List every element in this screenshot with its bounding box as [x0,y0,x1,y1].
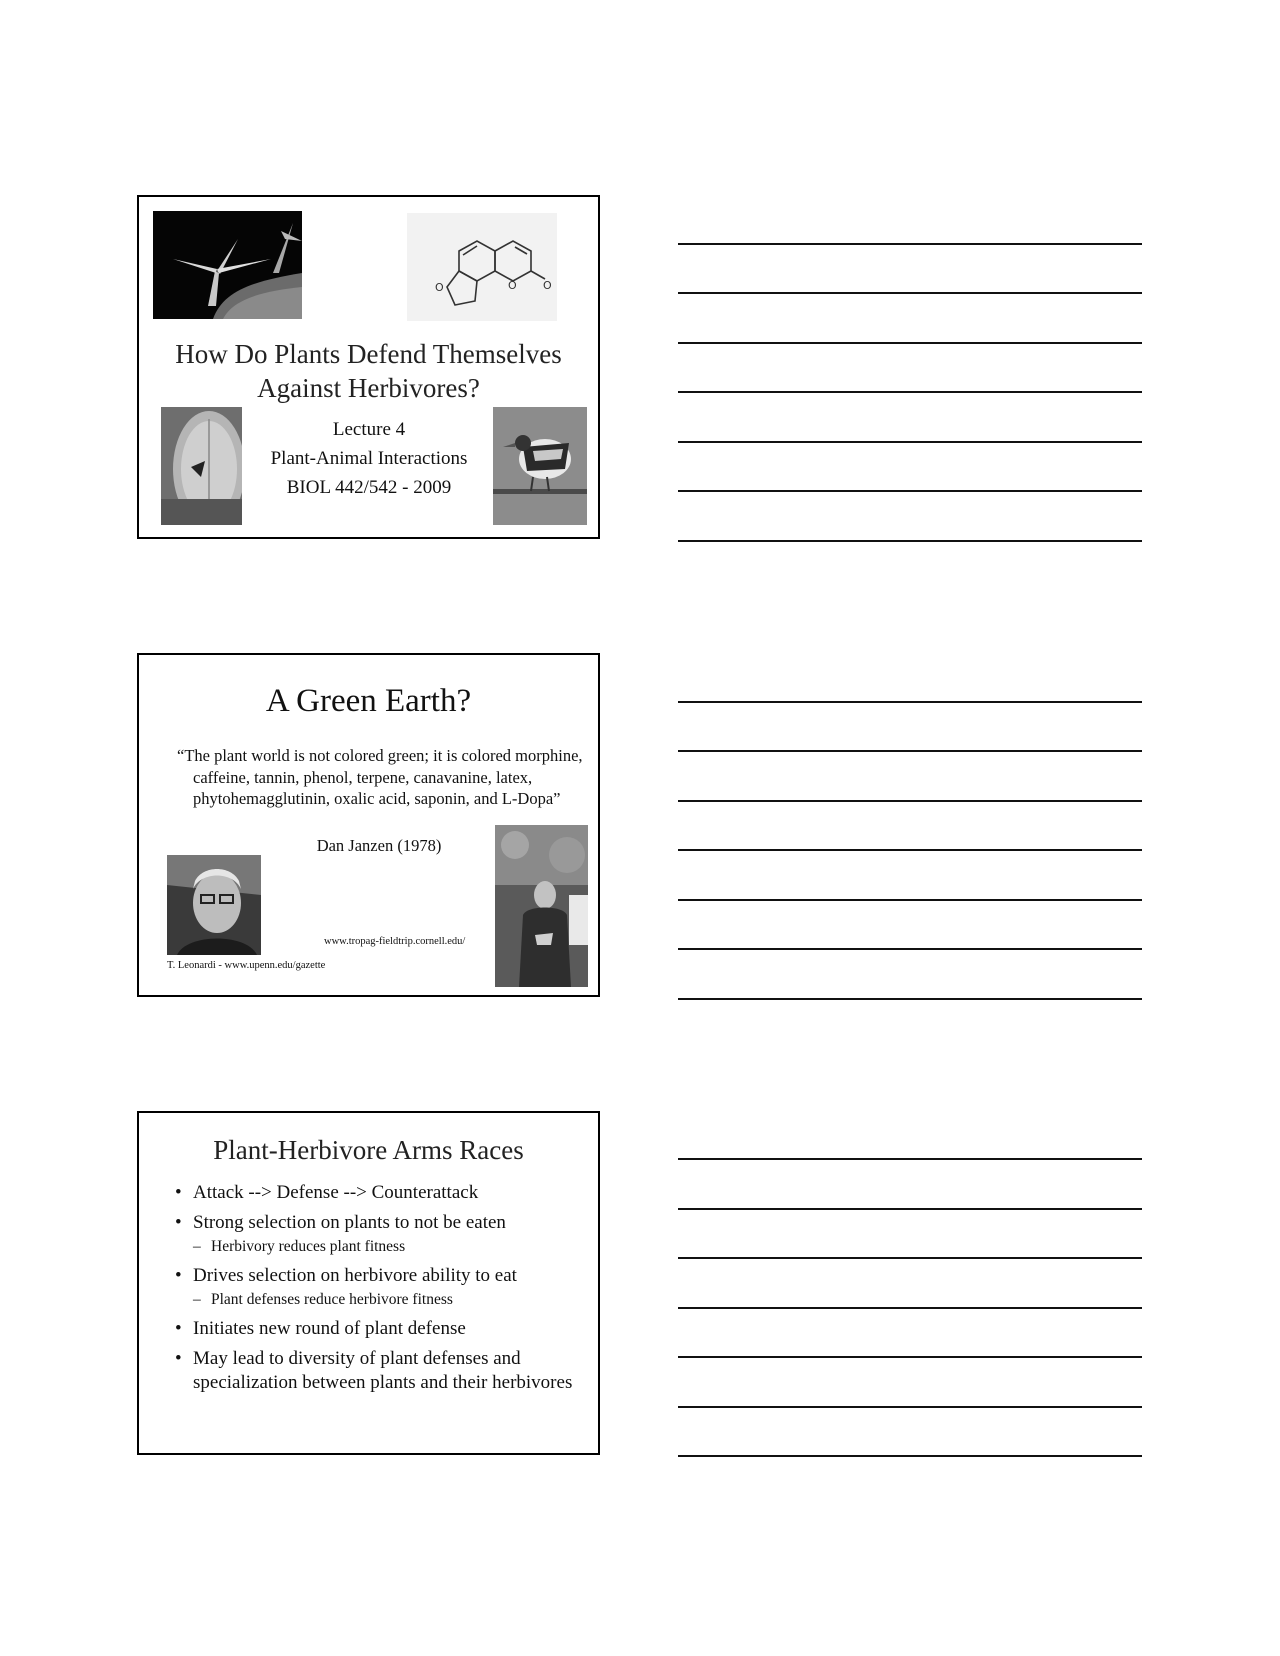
note-line [678,490,1142,492]
leaf-insect-photo [161,407,242,525]
bullet-item: • May lead to diversity of plant defenses and specialization between plants and their herbivores [175,1348,573,1393]
bullet-item: • Initiates new round of plant defense [175,1318,466,1339]
note-line [678,800,1142,802]
lecture-number: Lecture 4 [332,419,406,440]
bullet-item: • Attack --> Defense --> Counterattack [175,1182,479,1203]
note-line [678,1158,1142,1160]
note-line [678,1455,1142,1457]
janzen-field-photo [495,825,588,987]
note-line [678,849,1142,851]
note-line [678,540,1142,542]
note-line [678,441,1142,443]
course-name: Plant-Animal Interactions [270,448,468,469]
psoralen-structure-image [407,213,557,321]
slide-3-title: Plant-Herbivore Arms Races [213,1135,524,1165]
svg-text:O: O [435,281,444,294]
slide-3 [137,1111,600,1455]
bullet-marker: • [175,1182,182,1203]
thorn-photo [153,211,302,319]
quote-attribution: Dan Janzen (1978) [316,836,442,855]
janzen-quote: “The plant world is not colored green; it is colored morphine, caffeine, tannin, phenol, terpene, canavanine, latex, phytohemagglutinin, oxalic acid, saponin, and L-Dopa” [177,746,583,808]
janzen-portrait-photo [167,855,261,955]
note-line [678,1356,1142,1358]
arms-race-bullet-list [175,1181,575,1401]
sub-bullet-marker: – [193,1238,201,1255]
slide-1 [137,195,600,539]
note-line [678,948,1142,950]
photo-credit-right: www.tropag-fieldtrip.cornell.edu/ [324,936,466,947]
note-line [678,998,1142,1000]
note-line [678,701,1142,703]
sub-bullet-marker: – [193,1291,201,1308]
sub-bullet-item: – Plant defenses reduce herbivore fitness [193,1291,453,1308]
slide-2-title: A Green Earth? [265,683,472,719]
slide-2 [137,653,600,997]
sub-bullet-item: – Herbivory reduces plant fitness [193,1238,406,1255]
note-line [678,1406,1142,1408]
note-line [678,391,1142,393]
course-code: BIOL 442/542 - 2009 [286,477,452,498]
bullet-marker: • [175,1318,182,1339]
note-line [678,1257,1142,1259]
note-line [678,243,1142,245]
note-line [678,899,1142,901]
slide-1-subtitle [239,415,499,502]
photo-credit-left: T. Leonardi - www.upenn.edu/gazette [167,960,326,971]
note-line [678,750,1142,752]
bullet-marker: • [175,1212,182,1233]
note-line [678,292,1142,294]
note-line [678,1307,1142,1309]
bullet-marker: • [175,1265,182,1286]
svg-text:O: O [508,279,517,292]
bullet-item: • Drives selection on herbivore ability to eat [175,1265,517,1286]
svg-text:O: O [543,279,552,292]
bullet-marker: • [175,1348,182,1369]
bullet-item: • Strong selection on plants to not be eaten [175,1212,506,1233]
bird-photo [493,407,587,525]
slide-1-title: How Do Plants Defend Themselves Against Herbivores? [175,339,562,403]
note-line [678,342,1142,344]
note-line [678,1208,1142,1210]
